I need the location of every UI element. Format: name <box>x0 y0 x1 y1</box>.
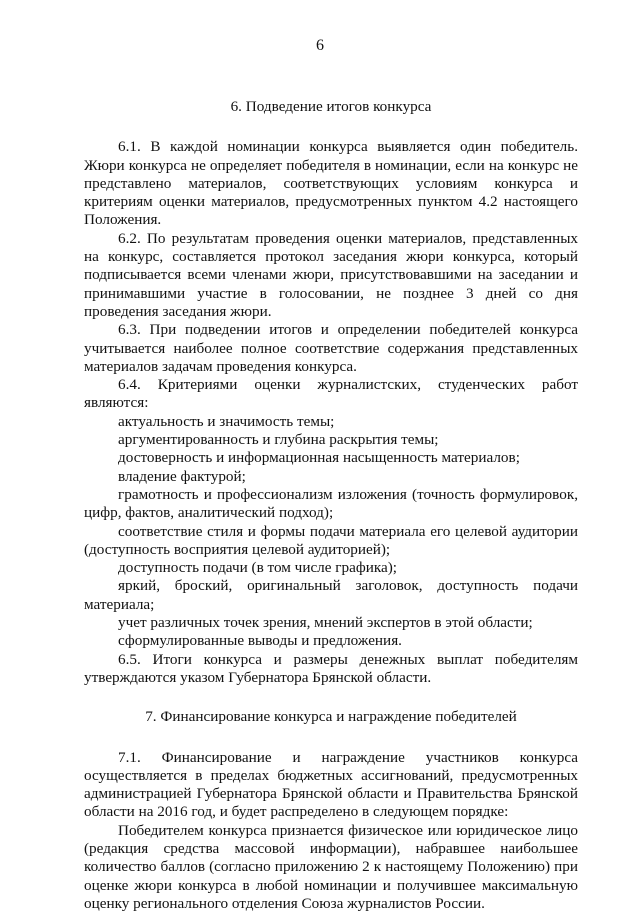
paragraph-6-5: 6.5. Итоги конкурса и размеры денежных выплат победителям утверждаются указом Губернатора Брянской области. <box>84 650 578 686</box>
criteria-item: сформулированные выводы и предложения. <box>118 632 402 650</box>
spacer <box>84 687 578 708</box>
paragraph-7-1: 7.1. Финансирование и награждение участников конкурса осуществляется в пределах бюджетных ассигнований, предусмотренных администрацией Губернатора Брянской области и Правительства Брянской области на 2016 год, и будет распределено в следующем порядке: <box>84 748 578 821</box>
criteria-item: аргументированность и глубина раскрытия темы; <box>118 431 439 449</box>
criteria-item: доступность подачи (в том числе графика); <box>118 559 398 577</box>
criteria-item: актуальность и значимость темы; <box>118 412 335 430</box>
criteria-item: владение фактурой; <box>118 467 246 485</box>
section-7-heading: 7. Финансирование конкурса и награждение победителей <box>145 708 517 726</box>
document-body <box>84 98 578 913</box>
criteria-item: яркий, броский, оригинальный заголовок, доступность подачи материала; <box>84 577 578 613</box>
paragraph-6-1: 6.1. В каждой номинации конкурса выявляется один победитель. Жюри конкурса не определяет победителя в номинации, если на конкурс не представлено материалов, соответствующих условиям конкурса и критериям оценки материалов, предусмотренных пунктом 4.2 настоящего Положения. <box>84 138 578 229</box>
criteria-item: соответствие стиля и формы подачи материала его целевой аудитории (доступность восприятия целевой аудиторией); <box>84 522 578 558</box>
criteria-item: грамотность и профессионализм изложения (точность формулировок, цифр, фактов, аналитический подход); <box>84 485 578 522</box>
paragraph-6-2: 6.2. По результатам проведения оценки материалов, представленных на конкурс, составляется протокол заседания жюри конкурса, который подписывается всеми членами жюри, присутствовавшими на заседании и принимавшими участие в голосовании, не позднее 3 дней со дня проведения заседания жюри. <box>84 229 578 320</box>
section-6-heading: 6. Подведение итогов конкурса <box>230 98 432 115</box>
paragraph-7-winner: Победителем конкурса признается физическое или юридическое лицо (редакция средства массовой информации), набравшее наибольшее количество баллов (согласно приложению 2 к настоящему Положению) при оценке жюри конкурса в любой номинации и получившее максимальную оценку регионального отделения Союза журналистов России. <box>84 821 578 912</box>
page-number: 6 <box>316 37 324 54</box>
paragraph-6-3: 6.3. При подведении итогов и определении победителей конкурса учитывается наиболее полное соответствие содержания представленных материалов задачам проведения конкурса. <box>84 321 578 375</box>
spacer <box>84 727 578 749</box>
criteria-item: достоверность и информационная насыщенность материалов; <box>118 449 520 467</box>
criteria-item: учет различных точек зрения, мнений экспертов в этой области; <box>118 614 533 632</box>
paragraph-6-4: 6.4. Критериями оценки журналистских, студенческих работ являются: <box>84 376 578 412</box>
spacer <box>84 116 578 138</box>
